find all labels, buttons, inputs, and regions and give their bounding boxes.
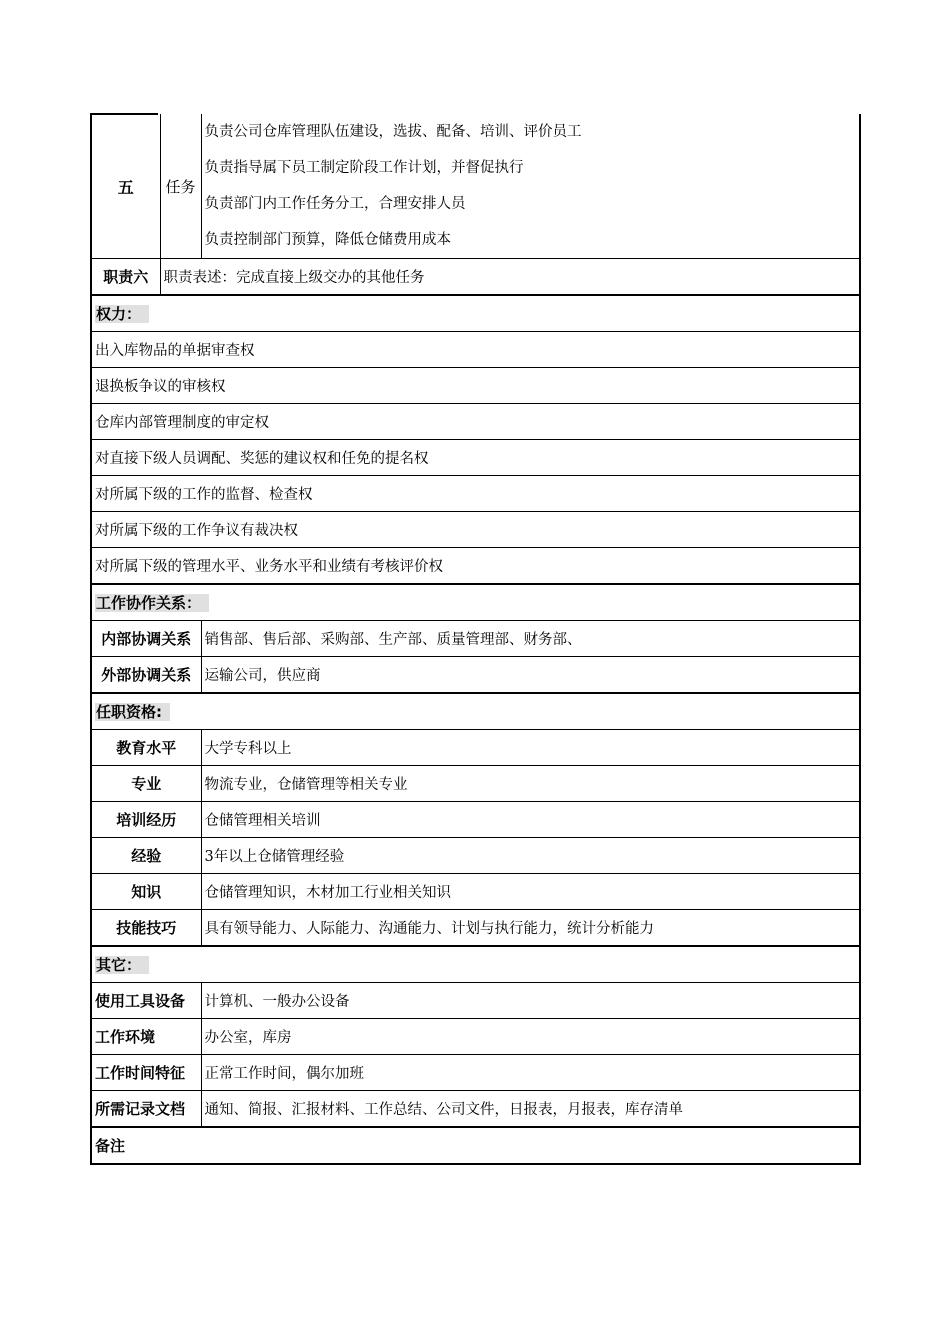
other-label: 所需记录文档	[91, 1091, 201, 1128]
other-label: 工作环境	[91, 1019, 201, 1055]
qualification-label: 培训经历	[91, 802, 201, 838]
qualifications-title: 任职资格:	[91, 693, 860, 730]
qualification-label: 教育水平	[91, 730, 201, 766]
power-row	[91, 332, 860, 368]
others-title: 其它：	[91, 946, 860, 983]
relation-row	[91, 621, 860, 657]
other-label: 工作时间特征	[91, 1055, 201, 1091]
duty6-row	[91, 259, 860, 296]
other-row	[91, 1019, 860, 1055]
duty5-tasks	[201, 114, 860, 259]
qualification-row	[91, 802, 860, 838]
qualification-label: 专业	[91, 766, 201, 802]
other-value: 计算机、一般办公设备	[201, 983, 860, 1019]
power-item: 仓库内部管理制度的审定权	[91, 404, 860, 440]
qualification-label: 知识	[91, 874, 201, 910]
relations-title: 工作协作关系：	[91, 584, 860, 621]
relation-label: 内部协调关系	[91, 621, 201, 657]
duty6-text: 职责表述：完成直接上级交办的其他任务	[160, 259, 860, 296]
duty6-label: 职责六	[91, 259, 160, 296]
qualification-value: 物流专业，仓储管理等相关专业	[201, 766, 860, 802]
powers-title: 权力：	[91, 295, 860, 332]
relation-value: 销售部、售后部、采购部、生产部、质量管理部、财务部、	[201, 621, 860, 657]
other-value: 正常工作时间，偶尔加班	[201, 1055, 860, 1091]
power-row	[91, 548, 860, 585]
task-item: 负责部门内工作任务分工，合理安排人员	[204, 196, 466, 212]
power-row	[91, 512, 860, 548]
task-item: 负责指导属下员工制定阶段工作计划，并督促执行	[204, 160, 524, 176]
relation-label: 外部协调关系	[91, 657, 201, 694]
duty5-label: 任务	[160, 114, 201, 259]
qualification-row	[91, 766, 860, 802]
qualification-value: 仓储管理相关培训	[201, 802, 860, 838]
power-row	[91, 440, 860, 476]
remarks-row	[91, 1127, 860, 1164]
qualification-value: 仓储管理知识，木材加工行业相关知识	[201, 874, 860, 910]
qualification-row	[91, 838, 860, 874]
relations-header-row	[91, 584, 860, 621]
task-item: 负责公司仓库管理队伍建设，选拔、配备、培训、评价员工	[204, 124, 582, 140]
remarks-label: 备注	[91, 1127, 860, 1164]
other-row	[91, 1055, 860, 1091]
power-row	[91, 404, 860, 440]
other-value: 通知、简报、汇报材料、工作总结、公司文件，日报表，月报表，库存清单	[201, 1091, 860, 1128]
qualification-value: 3年以上仓储管理经验	[201, 838, 860, 874]
power-row	[91, 368, 860, 404]
power-row	[91, 476, 860, 512]
relation-row	[91, 657, 860, 694]
qualification-value: 具有领导能力、人际能力、沟通能力、计划与执行能力，统计分析能力	[201, 910, 860, 947]
others-header-row	[91, 946, 860, 983]
task-item: 负责控制部门预算，降低仓储费用成本	[204, 232, 451, 248]
job-table	[90, 114, 861, 1165]
duty5-row	[91, 114, 860, 259]
power-item: 对直接下级人员调配、奖惩的建议权和任免的提名权	[91, 440, 860, 476]
power-item: 对所属下级的工作的监督、检查权	[91, 476, 860, 512]
power-item: 对所属下级的管理水平、业务水平和业绩有考核评价权	[91, 548, 860, 585]
powers-header-row	[91, 295, 860, 332]
qualification-row	[91, 730, 860, 766]
relation-value: 运输公司，供应商	[201, 657, 860, 694]
qualification-row	[91, 874, 860, 910]
power-item: 退换板争议的审核权	[91, 368, 860, 404]
power-item: 对所属下级的工作争议有裁决权	[91, 512, 860, 548]
other-value: 办公室，库房	[201, 1019, 860, 1055]
other-label: 使用工具设备	[91, 983, 201, 1019]
duty5-number: 五	[91, 114, 160, 259]
qualification-value: 大学专科以上	[201, 730, 860, 766]
job-description-sheet	[90, 114, 859, 1165]
qualification-label: 技能技巧	[91, 910, 201, 947]
qualification-row	[91, 910, 860, 947]
qualifications-header-row	[91, 693, 860, 730]
other-row	[91, 983, 860, 1019]
other-row	[91, 1091, 860, 1128]
qualification-label: 经验	[91, 838, 201, 874]
power-item: 出入库物品的单据审查权	[91, 332, 860, 368]
